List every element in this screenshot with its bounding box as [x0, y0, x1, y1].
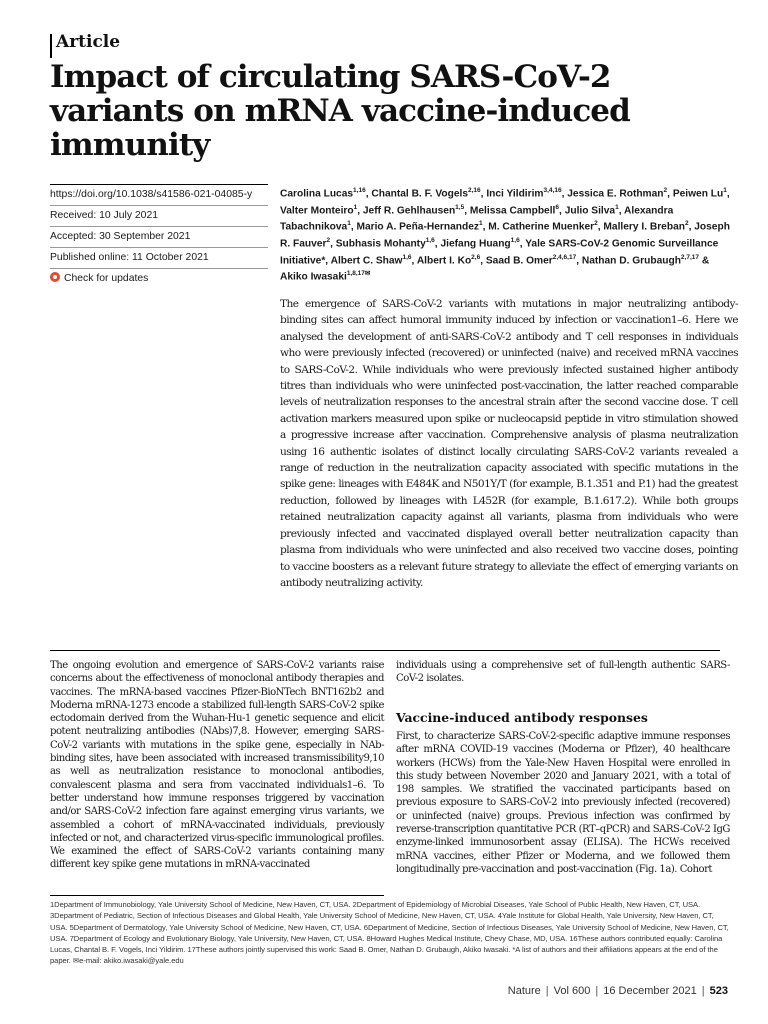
author-affiliation-marker: 1,6 — [402, 253, 412, 261]
author-separator: , — [559, 205, 565, 217]
author-separator: , — [561, 188, 568, 200]
author-affiliation-marker: 6 — [555, 203, 560, 211]
author-name[interactable]: Julio Silva — [564, 205, 616, 217]
author-name[interactable]: Subhasis Mohanty — [335, 238, 426, 250]
author-separator: , — [350, 221, 357, 233]
body-column-left — [50, 659, 384, 872]
author-separator: , — [618, 205, 624, 217]
author-affiliation-marker: 2,16 — [467, 187, 481, 194]
abstract: The emergence of SARS-CoV-2 variants with mutations in major neutralizing antibody-binding sites can affect humoral immunity induced by infection or vaccination1–6. Here we analysed the development of anti-SARS-CoV-2 antibody and T cell responses in individuals who were previously infected (recovered) or uninfected (naive) and received mRNA vaccines to SARS-CoV-2. While individuals who were previously infected sustained higher antibody titres than individuals who were uninfected post-vaccination, the latter reached comparable levels of neutralization responses to the ancestral strain after the second vaccine dose. T cell activation markers measured upon spike or nucleocapsid peptide in vitro stimulation showed a progressive increase after vaccination. Comprehensive analysis of plasma neutralization using 16 authentic isolates of distinct locally circulating SARS-CoV-2 variants revealed a range of reduction in the neutralization capacity associated with specific mutations in the spike gene: lineages with E484K and N501Y/T (for example, B.1.351 and P.1) had the greatest reduction, followed by lineages with L452R (for example, B.1.617.2). While both groups retained neutralization capacity against all variants, plasma from individuals who were previously infected and vaccinated displayed overall better neutralization capacity than plasma from individuals who were uninfected and also received two vaccine doses, pointing to vaccine boosters as a relevant future strategy to alleviate the effect of emerging variants on antibody neutralizing activity. — [280, 298, 738, 589]
author-separator: , — [480, 255, 486, 267]
author-name[interactable]: Albert I. Ko — [416, 255, 472, 267]
intro-continuation: individuals using a comprehensive set of full-length authentic SARS-CoV-2 isolates. — [396, 660, 730, 685]
author-separator: , — [667, 188, 673, 200]
author-name[interactable]: Melissa Campbell — [469, 205, 556, 217]
author-separator: , — [726, 188, 730, 200]
author-affiliation-marker: 1 — [478, 220, 483, 228]
section-heading: Vaccine-induced antibody responses — [396, 710, 648, 725]
article-meta-box — [50, 184, 268, 289]
body-column-right — [396, 730, 730, 876]
abstract-divider — [50, 650, 720, 651]
footer-separator: | — [545, 985, 549, 997]
journal-name: Nature — [507, 985, 541, 997]
published-date: Published online: 11 October 2021 — [50, 248, 268, 269]
footer-separator: | — [595, 985, 599, 997]
author-affiliation-marker: 1,8,17✉ — [346, 270, 371, 278]
author-separator: , — [688, 221, 695, 233]
author-affiliation-marker: 2 — [594, 220, 598, 228]
check-for-updates-icon — [50, 272, 60, 282]
author-affiliation-marker: 2,6 — [471, 253, 481, 261]
author-name[interactable]: Joseph R. Fauver — [280, 221, 730, 250]
author-name[interactable]: Saad B. Omer — [485, 255, 553, 267]
issue-date: 16 December 2021 — [603, 985, 697, 997]
article-type-rule — [50, 34, 52, 58]
footnote-divider — [50, 895, 384, 896]
author-affiliation-marker: 1 — [615, 203, 619, 211]
author-affiliation-marker: 2,4,6,17 — [552, 253, 577, 261]
author-name[interactable]: Mario A. Peña-Hernandez — [356, 221, 479, 233]
author-separator: , — [480, 188, 487, 200]
author-affiliation-marker: 1 — [353, 203, 358, 211]
author-affiliation-marker: 1,5 — [455, 203, 465, 211]
page-number: 523 — [709, 985, 728, 997]
author-separator: , — [330, 238, 336, 250]
body-column-right-top — [396, 659, 730, 686]
author-affiliation-marker: 1,6 — [425, 237, 435, 245]
author-separator: , — [357, 205, 363, 217]
author-name[interactable]: Carolina Lucas — [280, 188, 354, 200]
author-list — [280, 184, 736, 284]
author-name[interactable]: Chantal B. F. Vogels — [371, 188, 468, 200]
author-affiliation-marker: 2,7,17 — [680, 253, 699, 261]
author-name[interactable]: Jiefang Huang — [440, 238, 511, 250]
author-affiliation-marker: 1,16 — [353, 187, 366, 194]
author-separator: , — [325, 255, 331, 267]
author-affiliation-marker: 1 — [347, 220, 351, 228]
author-name[interactable]: Mallery I. Breban — [603, 221, 685, 233]
author-separator: , — [482, 221, 489, 233]
author-separator: , — [434, 238, 441, 250]
author-affiliation-marker: 2 — [663, 187, 668, 194]
accepted-date: Accepted: 30 September 2021 — [50, 227, 268, 248]
author-separator: & — [699, 255, 710, 267]
check-for-updates-label: Check for updates — [64, 273, 149, 284]
author-affiliation-marker: 3,4,16 — [543, 187, 562, 194]
article-type-label: Article — [56, 32, 121, 52]
doi-link[interactable]: https://doi.org/10.1038/s41586-021-04085-y — [50, 184, 268, 206]
author-name[interactable]: Yale SARS-CoV-2 Genomic Surveillance Initiative* — [280, 238, 719, 267]
intro-paragraph: The ongoing evolution and emergence of SARS-CoV-2 variants raise concerns about the effectiveness of monoclonal antibody therapies and vaccines. The mRNA-based vaccines Pfizer-BioNTech BNT162b2 and Moderna mRNA-1273 encode a stabilized full-length SARS-CoV-2 spike ectodomain derived from the Wuhan-Hu-1 genetic sequence and elicit potent neutralizing antibodies (NAbs)7,8. However, emerging SARS-CoV-2 variants with mutations in the spike gene, especially in NAb-binding sites, have been associated with increased transmissibility9,10 as well as neutralization resistance to monoclonal antibodies, convalescent plasma and sera from vaccinated individuals1–6. To better understand how immune responses triggered by vaccination and/or SARS-CoV-2 infection fare against emerging virus variants, we assembled a cohort of mRNA-vaccinated individuals, previously infected or not, and characterized virus-specific immunological profiles. We examined the effect of SARS-CoV-2 variants containing many different key spike gene mutations in mRNA-vaccinated — [50, 660, 384, 871]
author-name[interactable]: Alexandra Tabachnikova — [280, 205, 674, 233]
author-affiliation-marker: 1 — [723, 187, 727, 194]
author-name[interactable]: Valter Monteiro — [280, 205, 354, 217]
affiliations-footnotes: 1Department of Immunobiology, Yale University School of Medicine, New Haven, CT, USA. 2Department of Epidemiology of Microbial Diseases, Yale School of Public Health, New Haven, CT, USA. 3Department of Pediatric, Section of Infectious Diseases and Global Health, Yale University School of Medicine, New Haven, CT, USA. 4Yale Institute for Global Health, Yale University, New Haven, CT, USA. 5Department of Dermatology, Yale University School of Medicine, New Haven, CT, USA. 6Department of Medicine, Section of Infectious Diseases, Yale University School of Medicine, New Haven, CT, USA. 7Department of Ecology and Evolutionary Biology, Yale University, New Haven, CT, USA. 8Howard Hughes Medical Institute, Chevy Chase, MD, USA. 16These authors contributed equally: Carolina Lucas, Chantal B. F. Vogels, Inci Yildirim. 17These authors jointly supervised this work: Saad B. Omer, Nathan D. Grubaugh, Akiko Iwasaki. *A list of authors and their affiliations appears at the end of the paper. ✉e-mail: akiko.iwasaki@yale.edu — [50, 900, 729, 966]
page-footer — [508, 985, 728, 997]
author-affiliation-marker: 2 — [326, 237, 331, 245]
footer-separator: | — [701, 985, 705, 997]
author-separator: , — [597, 221, 604, 233]
author-name[interactable]: Albert C. Shaw — [330, 255, 403, 267]
author-name[interactable]: Jessica E. Rothman — [567, 188, 664, 200]
section-paragraph: First, to characterize SARS-CoV-2-specific adaptive immune responses after mRNA COVID-19 vaccines (Moderna or Pfizer), 40 healthcare workers (HCWs) from the Yale-New Haven Hospital were enrolled in this study between November 2020 and January 2021, with a total of 198 samples. We stratified the vaccinated participants based on previous exposure to SARS-CoV-2 into previously infected (recovered) or uninfected (naive) groups. Previous infection was confirmed by reverse-transcription quantitative PCR (RT–qPCR) and SARS-CoV-2 IgG enzyme-linked immunosorbent assay (ELISA). The HCWs received mRNA vaccines, either Pfizer or Moderna, and we followed them longitudinally pre-vaccination and post-vaccination (Fig. 1a). Cohort — [396, 731, 730, 875]
author-name[interactable]: Nathan D. Grubaugh — [581, 255, 681, 267]
author-affiliation-marker: 1,6 — [510, 237, 520, 245]
author-name[interactable]: Inci Yildirim — [486, 188, 544, 200]
author-separator: , — [365, 188, 372, 200]
received-date: Received: 10 July 2021 — [50, 206, 268, 227]
author-separator: , — [576, 255, 582, 267]
check-for-updates-button[interactable] — [50, 269, 268, 289]
author-name[interactable]: Jeff R. Gehlhausen — [362, 205, 456, 217]
journal-volume: Vol 600 — [553, 985, 591, 997]
author-separator: , — [464, 205, 470, 217]
author-affiliation-marker: 2 — [684, 220, 689, 228]
article-title: Impact of circulating SARS-CoV-2 variants on mRNA vaccine-induced immunity — [50, 59, 630, 163]
author-separator: , — [519, 238, 526, 250]
author-name[interactable]: Akiko Iwasaki — [280, 271, 347, 283]
author-name[interactable]: M. Catherine Muenker — [488, 221, 595, 233]
author-separator: , — [411, 255, 417, 267]
author-name[interactable]: Peiwen Lu — [672, 188, 724, 200]
